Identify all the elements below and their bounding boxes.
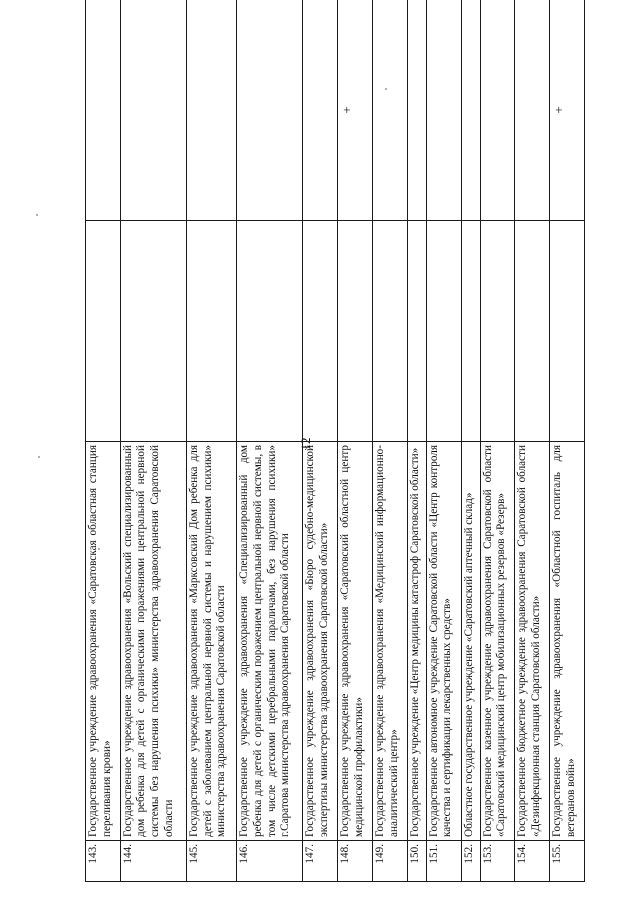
scan-speck	[36, 214, 38, 216]
table-row	[372, 0, 407, 882]
mark-cell-a	[515, 221, 550, 442]
mark-cell-a	[480, 221, 515, 442]
table-row	[237, 0, 303, 882]
mark-cell-b	[237, 0, 303, 221]
scan-speck	[38, 456, 40, 458]
table-row	[407, 0, 426, 882]
table-row	[338, 0, 373, 882]
page-number: 12	[298, 437, 313, 451]
row-number: 150.	[407, 841, 426, 882]
mark-cell-a	[120, 221, 186, 442]
mark-cell-b	[303, 0, 338, 221]
table-row	[461, 0, 480, 882]
mark-cell-a	[426, 221, 461, 442]
institutions-table	[85, 0, 585, 882]
mark-cell-b	[120, 0, 186, 221]
mark-cell-a	[186, 221, 236, 442]
mark-cell-b	[461, 0, 480, 221]
mark-cell-b	[426, 0, 461, 221]
row-number: 147.	[303, 841, 338, 882]
row-number: 146.	[237, 841, 303, 882]
row-number: 149.	[372, 841, 407, 882]
row-number: 152.	[461, 841, 480, 882]
mark-cell-b	[86, 0, 121, 221]
mark-cell-a	[303, 221, 338, 442]
institution-name: Государственное учреждение здравоохранения «Марксовский Дом ребенка для детей с заболеванием центральной нервной системы и нарушением психики» министерства здравоохранения Саратовской области	[186, 442, 236, 841]
mark-cell-b: +	[338, 0, 373, 221]
institution-name: Областное государственное учреждение «Саратовский аптечный склад»	[461, 442, 480, 841]
table-row	[186, 0, 236, 882]
institution-name: Государственное бюджетное учреждение здравоохранения Саратовской области «Дезинфекционная станция Саратовской области»	[515, 442, 550, 841]
rotated-table-container	[85, 28, 585, 882]
mark-cell-b	[480, 0, 515, 221]
institution-name: Государственное учреждение здравоохранения «Вольский специализированный дом ребенка для детей с органическими поражениями центральной нервной системы без нарушения психики» министерства здравоохранения Саратовской области	[120, 442, 186, 841]
mark-cell-a	[237, 221, 303, 442]
institution-name: Государственное учреждение здравоохранения «Саратовский областной центр медицинской профилактики»	[338, 442, 373, 841]
row-number: 153.	[480, 841, 515, 882]
mark-cell-b	[407, 0, 426, 221]
table-row	[550, 0, 585, 882]
institution-name: Государственное учреждение «Центр медицины катастроф Саратовской области»	[407, 442, 426, 841]
mark-cell-a	[461, 221, 480, 442]
institution-name: Государственное казенное учреждение здравоохранения Саратовской области «Саратовский медицинский центр мобилизационных резервов «Резерв»	[480, 442, 515, 841]
institution-name: Государственное автономное учреждение Саратовской области «Центр контроля качества и сертификации лекарственных средств»	[426, 442, 461, 841]
institution-name: Государственное учреждение здравоохранения «Бюро судебно-медицинской экспертизы министерства здравоохранения Саратовской области»	[303, 442, 338, 841]
institution-name: Государственное учреждение здравоохранения «Медицинский информационно-аналитический центр»	[372, 442, 407, 841]
row-number: 148.	[338, 841, 373, 882]
mark-cell-a	[550, 221, 585, 442]
row-number: 155.	[550, 841, 585, 882]
table-row	[120, 0, 186, 882]
row-number: 145.	[186, 841, 236, 882]
mark-cell-b	[186, 0, 236, 221]
mark-cell-a	[86, 221, 121, 442]
mark-cell-b	[372, 0, 407, 221]
institution-name: Государственное учреждение здравоохранения «Специализированный дом ребенка для детей с органическим поражением центральной нервной системы, в том числе детскими церебральными параличами, без нарушения психики» г.Саратова министерства здравоохранения Саратовской области	[237, 442, 303, 841]
mark-cell-a	[372, 221, 407, 442]
mark-cell-b: +	[550, 0, 585, 221]
row-number: 151.	[426, 841, 461, 882]
table-row	[426, 0, 461, 882]
mark-cell-a	[338, 221, 373, 442]
institution-name: Государственное учреждение здравоохранения «Областной госпиталь для ветеранов войн»	[550, 442, 585, 841]
row-number: 143.	[86, 841, 121, 882]
row-number: 144.	[120, 841, 186, 882]
table-row	[480, 0, 515, 882]
table-row	[303, 0, 338, 882]
table-row	[86, 0, 121, 882]
mark-cell-a	[407, 221, 426, 442]
mark-cell-b	[515, 0, 550, 221]
table-row	[515, 0, 550, 882]
row-number: 154.	[515, 841, 550, 882]
institution-name: Государственное учреждение здравоохранения «Саратовская областная станция переливания крови»	[86, 442, 121, 841]
